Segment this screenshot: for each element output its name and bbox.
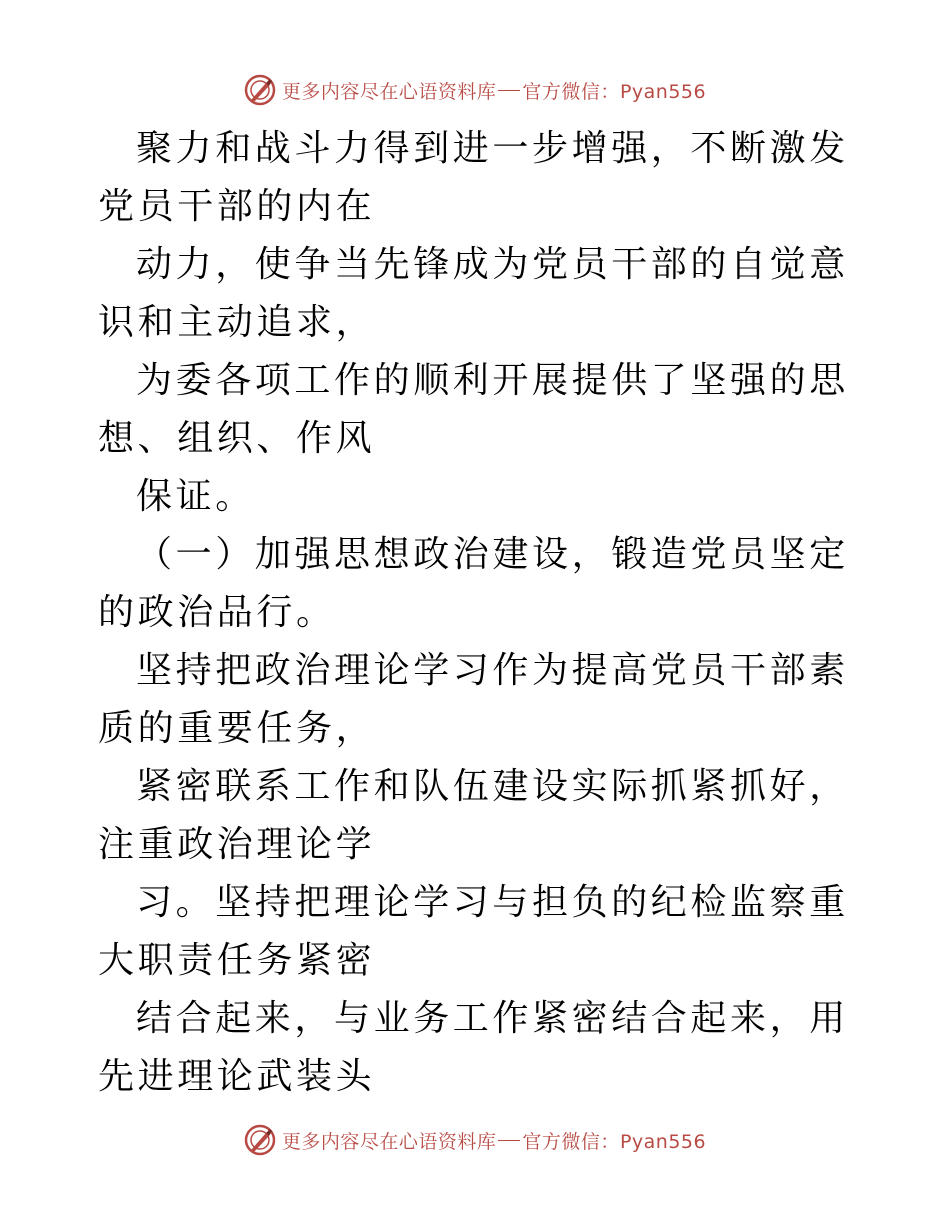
watermark	[244, 74, 706, 106]
page-header-watermark	[0, 70, 950, 110]
watermark-text: 更多内容尽在心语资料库 官方微信：Pyan556	[281, 1130, 707, 1153]
paragraph: 为委各项工作的顺利开展提供了坚强的思想、组织、作风	[98, 360, 849, 459]
page-footer-watermark	[0, 1120, 950, 1160]
watermark-account-id: Pyan556	[619, 1130, 707, 1153]
watermark	[244, 1124, 706, 1156]
paragraph: 习。坚持把理论学习与担负的纪检监察重大职责任务紧密	[98, 882, 849, 981]
document-body	[98, 120, 858, 1106]
paragraph: 动力，使争当先锋成为党员干部的自觉意识和主动追求，	[98, 244, 849, 343]
paragraph: 结合起来，与业务工作紧密结合起来，用先进理论武装头	[98, 998, 849, 1097]
watermark-dash	[498, 90, 520, 92]
paragraph: 保证。	[136, 476, 255, 517]
pen-logo-icon	[244, 1124, 276, 1156]
watermark-account-id: Pyan556	[619, 80, 707, 103]
paragraph: 紧密联系工作和队伍建设实际抓紧抓好，注重政治理论学	[98, 766, 849, 865]
paragraph: 坚持把政治理论学习作为提高党员干部素质的重要任务，	[98, 650, 849, 749]
pen-logo-icon	[244, 74, 276, 106]
paragraph: 聚力和战斗力得到进一步增强，不断激发党员干部的内在	[98, 128, 849, 227]
section-heading: （一）加强思想政治建设，锻造党员坚定的政治品行。	[98, 534, 849, 633]
watermark-dash	[498, 1140, 520, 1142]
watermark-text: 更多内容尽在心语资料库 官方微信：Pyan556	[281, 80, 707, 103]
